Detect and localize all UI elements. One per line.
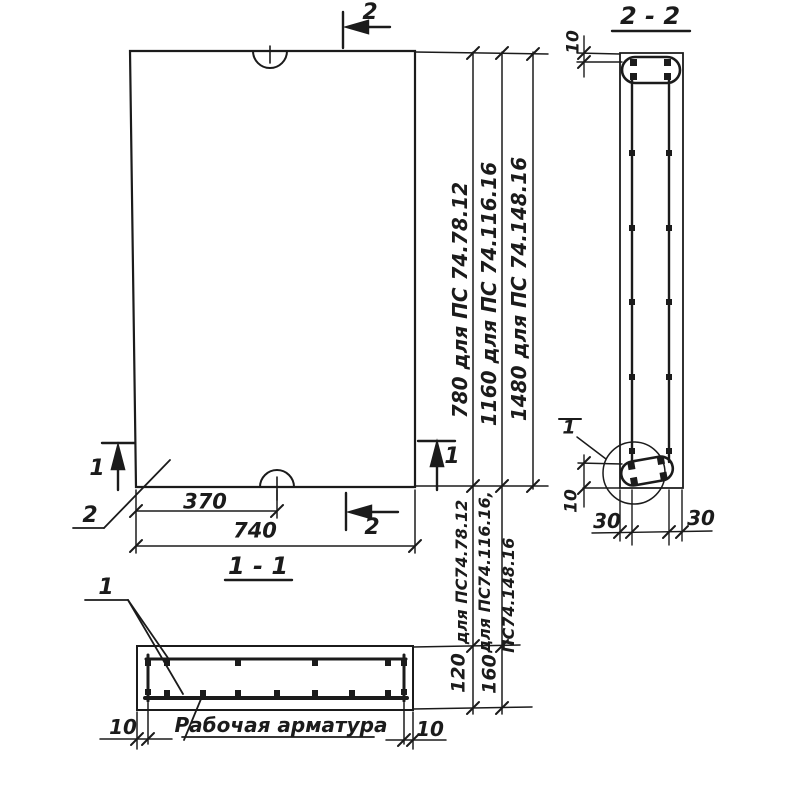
section-2-2-top-cover: 10	[563, 30, 584, 54]
section-2-2-detail-label: 1	[562, 416, 576, 439]
thickness-note-160	[473, 491, 521, 653]
plan-height-dim-1160: 1160 для ПС 74.116.16	[477, 161, 501, 427]
plan-section1-left-label: 1	[89, 456, 105, 481]
thickness-dim-160: 160	[478, 654, 501, 694]
plan-dim-370: 370	[183, 489, 227, 514]
section-1-1-callout: 1	[98, 575, 114, 600]
section-1-1-title: 1 - 1	[227, 552, 289, 580]
plan-section1-right-label: 1	[444, 444, 460, 469]
thickness-note-120: для ПС74.78.12	[452, 499, 471, 645]
section-2-2-bottom-cover: 10	[561, 489, 582, 513]
plan-dim-740: 740	[233, 518, 277, 543]
plan-height-dim-1480: 1480 для ПС 74.148.16	[507, 156, 531, 422]
section-1-1-cover-right: 10	[416, 717, 444, 741]
section-2-2-rebar-dots	[627, 59, 672, 485]
section-1-1-cover-left: 10	[109, 715, 137, 739]
section-2-2-outline	[559, 31, 690, 504]
plan-section2-top-label: 2	[362, 0, 378, 25]
rebar-caption: Рабочая арматура	[174, 713, 388, 737]
section-1-1-outline	[137, 646, 413, 710]
thickness-dim-120: 120	[447, 653, 470, 693]
thickness-note-160-line1: для ПС74.116.16,	[475, 491, 494, 653]
plan-section2-bottom-label: 2	[364, 515, 380, 540]
section-2-2-dimension-lines	[577, 36, 712, 545]
plan-panel-outline	[130, 46, 415, 500]
plan-height-dim-780: 780 для ПС 74.78.12	[448, 181, 472, 419]
thickness-note-160-line2: ПС74.148.16	[499, 537, 518, 653]
section-1-1-rebar-dots	[145, 660, 407, 696]
section-2-2-cover-left: 30	[593, 509, 621, 533]
section-2-2-title: 2 - 2	[619, 2, 681, 30]
section-2-2-cover-right: 30	[687, 506, 715, 530]
plan-corner-leader-label: 2	[82, 503, 98, 528]
